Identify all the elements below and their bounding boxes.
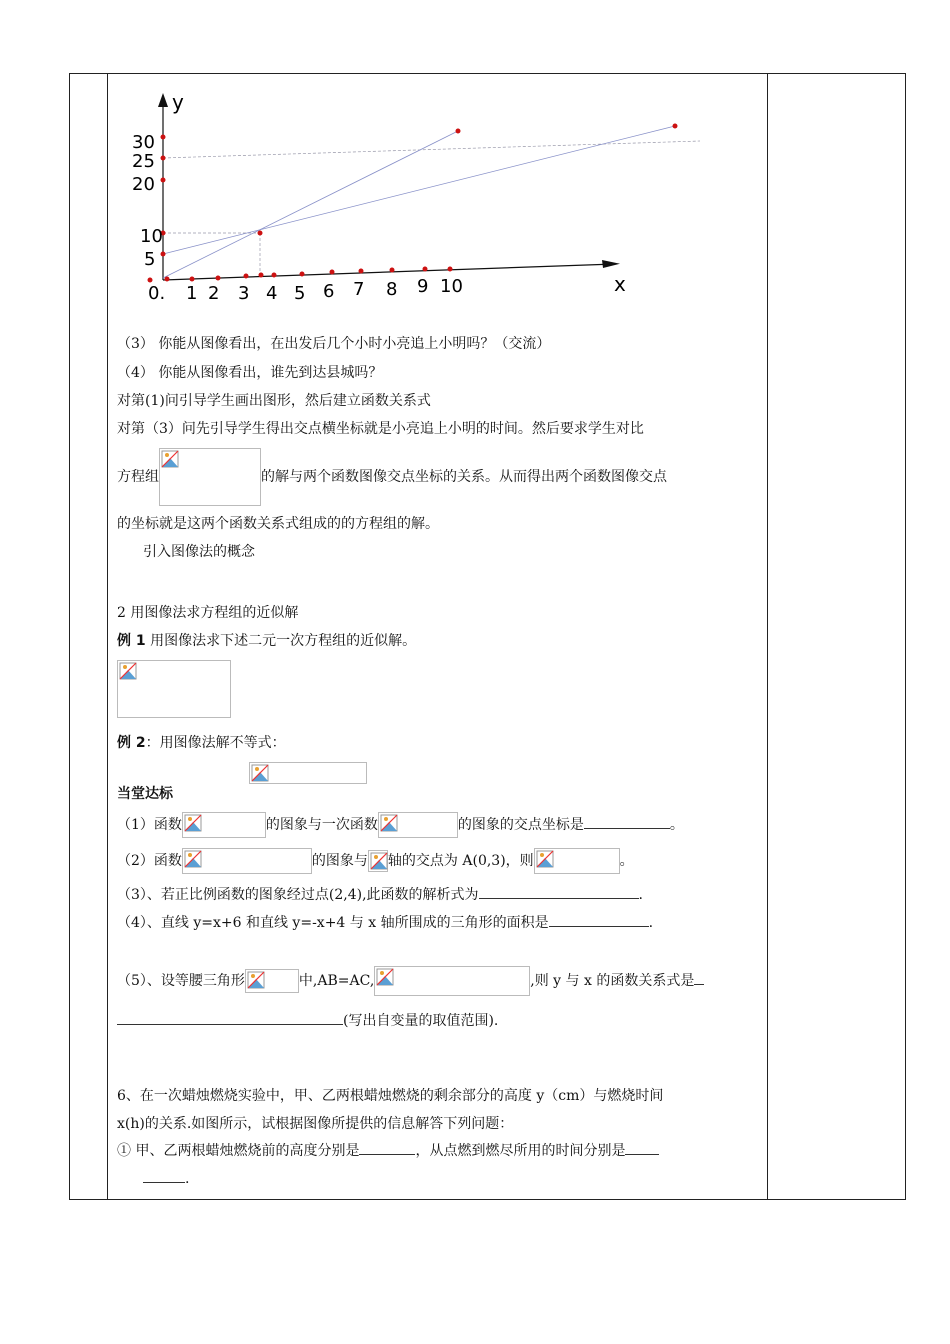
- practice-2-text: 的图象与: [311, 853, 368, 869]
- practice-1-text: （1）函数: [117, 817, 182, 833]
- x-tick-label: 2: [208, 283, 220, 304]
- x-tick-label: 5: [294, 283, 306, 304]
- x-axis-label: x: [614, 272, 626, 296]
- practice-1-text: 的图象与一次函数: [265, 817, 378, 833]
- x-tick-label: 10: [440, 276, 463, 297]
- y-tick-label: 10: [140, 226, 163, 247]
- y-tick-label: 5: [144, 249, 156, 270]
- practice-2-text: （2）函数: [117, 853, 182, 869]
- practice-5-continued: [117, 1010, 498, 1031]
- guide-3-suffix: 的解与两个函数图像交点坐标的关系。从而得出两个函数图像交点: [261, 469, 667, 485]
- example-1-label: 例 1: [117, 633, 146, 649]
- x-tick-label: 9: [417, 276, 429, 297]
- broken-image-icon: [251, 764, 269, 782]
- question-6-line-3: [117, 1140, 659, 1161]
- example-2-text: ：用图像法解不等式：: [145, 735, 286, 751]
- y-tick-label: 25: [132, 151, 155, 172]
- section-2-heading: 2 用图像法求方程组的近似解: [117, 605, 299, 621]
- practice-title: 当堂达标: [117, 786, 173, 802]
- guide-4: 的坐标就是这两个函数关系式组成的的方程组的解。: [117, 516, 439, 532]
- practice-1-text: 的图象的交点坐标是: [457, 817, 584, 833]
- column-divider-left: [107, 73, 108, 1199]
- practice-3-text: .: [638, 887, 643, 903]
- x-tick-label: 8: [386, 279, 398, 300]
- broken-image-icon: [247, 971, 265, 989]
- answer-blank[interactable]: [359, 1140, 415, 1155]
- y-tick-label: 30: [132, 132, 155, 153]
- function-image: [182, 812, 266, 838]
- answer-blank[interactable]: [584, 814, 670, 829]
- guide-3-prefix: 方程组: [117, 469, 159, 485]
- practice-4-text: （4）、直线 y=x+6 和直线 y=-x+4 与 x 轴所围成的三角形的面积是: [117, 915, 549, 931]
- triangle-image: [245, 969, 299, 993]
- answer-blank[interactable]: [549, 912, 649, 927]
- y-axis-label: y: [172, 90, 184, 114]
- axis-image: [368, 850, 388, 872]
- travel-graph: [130, 85, 730, 315]
- function-image: [182, 848, 312, 874]
- guide-2: 对第（3）问先引导学生得出交点横坐标就是小亮追上小明的时间。然后要求学生对比: [117, 421, 644, 437]
- example-1-equation-image: [117, 660, 231, 718]
- intro-concept: 引入图像法的概念: [143, 544, 255, 560]
- practice-3: [117, 884, 643, 905]
- question-6-line-4: [143, 1168, 189, 1189]
- data-points: [148, 124, 678, 283]
- practice-2-text: 轴的交点为 A(0,3)，则: [387, 853, 534, 869]
- broken-image-icon: [370, 852, 388, 870]
- condition-image: [374, 966, 530, 996]
- answer-blank[interactable]: [143, 1168, 185, 1183]
- x-tick-label: 3: [238, 283, 250, 304]
- broken-image-icon: [184, 814, 202, 832]
- column-divider-right: [767, 73, 768, 1199]
- practice-4: [117, 912, 653, 933]
- line-xiaoming: [163, 126, 675, 254]
- practice-4-text: .: [648, 915, 654, 931]
- y-tick-label: 20: [132, 174, 155, 195]
- question-6-text: ，从点燃到燃尽所用的时间分别是: [415, 1143, 626, 1159]
- linear-function-image: [378, 812, 458, 838]
- question-6-line-1: 6、在一次蜡烛燃烧实验中，甲、乙两根蜡烛燃烧的剩余部分的高度 y（cm）与燃烧时间: [117, 1088, 664, 1104]
- example-2-label: 例 2: [117, 735, 146, 751]
- x-tick-label: 6: [323, 281, 335, 302]
- answer-blank[interactable]: [694, 970, 704, 985]
- practice-1-text: 。: [669, 817, 684, 833]
- question-6-line-2: x(h)的关系.如图所示，试根据图像所提供的信息解答下列问题：: [117, 1116, 514, 1132]
- broken-image-icon: [161, 450, 179, 468]
- question-4: （4） 你能从图像看出，谁先到达县城吗？: [117, 365, 383, 381]
- example-1-text: 用图像法求下述二元一次方程组的近似解。: [145, 633, 417, 649]
- guide-1: 对第(1)问引导学生画出图形，然后建立函数关系式: [117, 393, 431, 409]
- broken-image-icon: [119, 662, 137, 680]
- x-tick-label: 7: [353, 279, 365, 300]
- practice-5-text: ,则 y 与 x 的函数关系式是: [530, 973, 695, 989]
- broken-image-icon: [376, 968, 394, 986]
- question-3: （3） 你能从图像看出，在出发后几个小时小亮追上小明吗？（交流）: [117, 336, 551, 352]
- guide-3: [117, 448, 667, 506]
- broken-image-icon: [184, 850, 202, 868]
- practice-5-text: （5）、设等腰三角形: [117, 973, 245, 989]
- practice-5: [117, 966, 704, 996]
- broken-image-icon: [380, 814, 398, 832]
- example-1: [117, 631, 416, 651]
- answer-image: [534, 848, 620, 874]
- practice-1: [117, 812, 684, 838]
- practice-2-text: 。: [619, 853, 634, 869]
- practice-5-text: 中,AB=AC,: [298, 973, 375, 989]
- x-tick-label: 4: [266, 283, 278, 304]
- broken-image-icon: [536, 850, 554, 868]
- equation-system-image: [159, 448, 261, 506]
- answer-blank[interactable]: [625, 1140, 659, 1155]
- question-6-text: ① 甲、乙两根蜡烛燃烧前的高度分别是: [117, 1143, 360, 1159]
- question-6-text: .: [185, 1171, 190, 1187]
- x-tick-label: 0.: [148, 283, 166, 304]
- practice-3-text: （3）、若正比例函数的图象经过点(2,4),此函数的解析式为: [117, 887, 479, 903]
- answer-blank[interactable]: [117, 1010, 343, 1025]
- answer-blank[interactable]: [479, 884, 639, 899]
- practice-5-text: (写出自变量的取值范围).: [343, 1013, 499, 1029]
- x-tick-label: 1: [186, 283, 198, 304]
- example-2: [117, 733, 286, 753]
- example-2-inequality-image: [249, 762, 367, 784]
- practice-2: [117, 848, 634, 874]
